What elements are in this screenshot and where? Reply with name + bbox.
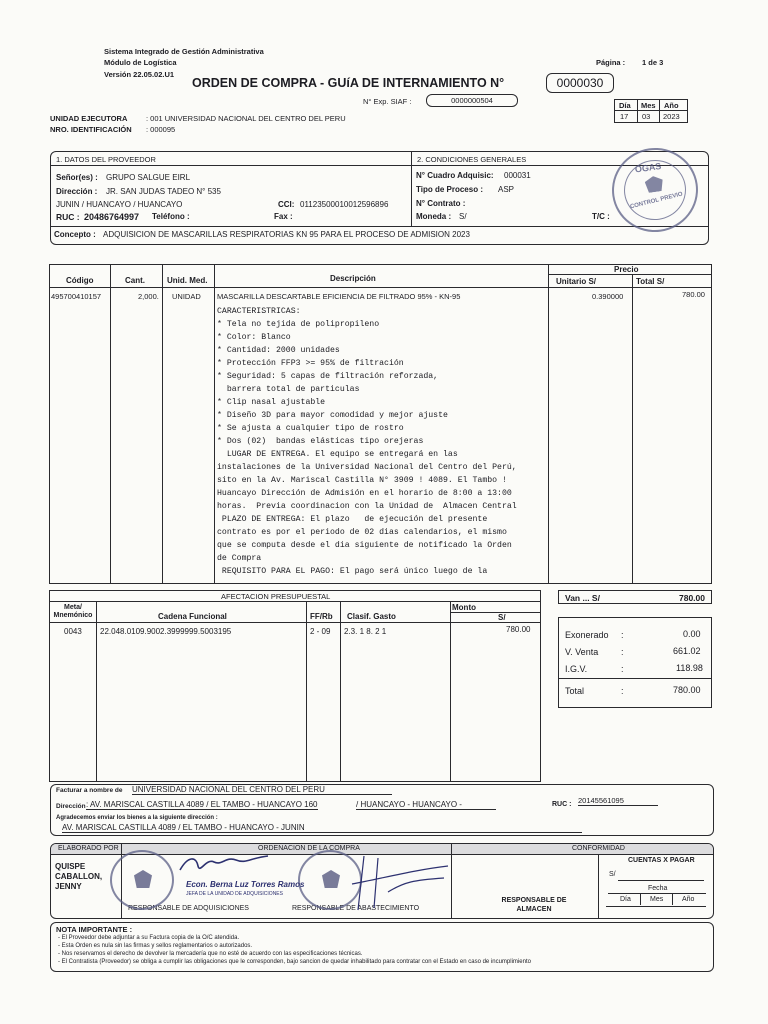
venta-colon: : bbox=[621, 647, 624, 657]
proveedor-section-title: 1. DATOS DEL PROVEEDOR bbox=[56, 155, 156, 164]
item-detail-line: REQUISITO PARA EL PAGO: El pago será único luego de la bbox=[217, 567, 488, 576]
col-unitario: Unitario S/ bbox=[556, 277, 597, 286]
envio-direccion: AV. MARISCAL CASTILLA 4089 / EL TAMBO - HUANCAYO - JUNIN bbox=[62, 823, 582, 833]
venta-value: 661.02 bbox=[673, 646, 701, 656]
item-detail-line: sito en la Av. Mariscal Castilla N° 3909 ! 4089. El Tambo ! bbox=[217, 476, 507, 485]
facturar-label: Facturar a nombre de bbox=[56, 787, 123, 794]
firma-nombre: Econ. Berna Luz Torres Ramos bbox=[186, 880, 305, 889]
cci-value: 01123500010012596896 bbox=[300, 200, 389, 209]
date-day: 17 bbox=[620, 112, 629, 121]
item-detail-line: contrato es por el periodo de 02 dias calendarios, el mismo bbox=[217, 528, 507, 537]
date-header-year: Año bbox=[664, 101, 679, 110]
nota-line-4: - El Contratista (Proveedor) se obliga a cumplir las obligaciones que le corresponden, bajo sancion de quedar inhabilitado para contratar con el Estado en caso de incumplimiento bbox=[58, 959, 531, 965]
module-name: Módulo de Logística bbox=[104, 58, 177, 67]
item-detail-text bbox=[217, 305, 547, 578]
item-detail-line: PLAZO DE ENTREGA: El plazo de ejecución del presente bbox=[217, 515, 488, 524]
item-detail-line: * Diseño 3D para mayor comodidad y mejor ajuste bbox=[217, 411, 448, 420]
item-detail-line: * Seguridad: 5 capas de filtración reforzada, bbox=[217, 372, 439, 381]
budget-title: AFECTACION PRESUPUESTAL bbox=[221, 592, 331, 601]
item-detail-line: * Se ajusta a cualquier tipo de rostro bbox=[217, 424, 404, 433]
responsable-almacen: RESPONSABLE DE ALMACEN bbox=[501, 897, 567, 913]
fecha-mes: Mes bbox=[650, 896, 664, 903]
senor-label: Señor(es) : bbox=[56, 173, 98, 182]
tipo-proceso-value: ASP bbox=[498, 185, 515, 194]
budget-ffrb: 2 - 09 bbox=[310, 627, 331, 636]
stamp-emblem-icon bbox=[134, 870, 152, 888]
concepto-value: ADQUISICION DE MASCARILLAS RESPIRATORIAS KN 95 PARA EL PROCESO DE ADMISION 2023 bbox=[103, 230, 470, 239]
item-detail-line: CARACTERISTRICAS: bbox=[217, 307, 301, 316]
page-value: 1 de 3 bbox=[642, 58, 664, 67]
date-year: 2023 bbox=[663, 112, 680, 121]
date-header-month: Mes bbox=[641, 101, 656, 110]
ordenacion-label: ORDENACION DE LA COMPRA bbox=[258, 845, 360, 852]
fecha-dia: Día bbox=[620, 896, 631, 903]
moneda-label: Moneda : bbox=[416, 212, 452, 221]
agradecemos-label: Agradecemos enviar los bienes a la siguiente dirección : bbox=[56, 815, 218, 821]
nro-id-label: NRO. IDENTIFICACIÓN bbox=[50, 125, 132, 134]
responsable-adquisiciones: RESPONSABLE DE ADQUISICIONES bbox=[128, 905, 249, 912]
budget-col-moneda: S/ bbox=[498, 613, 506, 622]
tc-label: T/C : bbox=[592, 212, 610, 221]
order-number: 0000030 bbox=[556, 76, 604, 90]
item-detail-line: instalaciones de la Universidad Nacional del Centro del Perú, bbox=[217, 463, 517, 472]
totals-box bbox=[558, 617, 712, 708]
firma-cargo: JEFA DE LA UNIDAD DE ADQUISICIONES bbox=[186, 891, 283, 897]
stamp-emblem-icon bbox=[322, 870, 340, 888]
igv-label: I.G.V. bbox=[565, 664, 588, 674]
moneda-value: S/ bbox=[459, 212, 467, 221]
university-stamp-left bbox=[110, 850, 174, 910]
venta-label: V. Venta bbox=[565, 647, 599, 657]
concepto-label: Concepto : bbox=[54, 230, 96, 239]
col-precio: Precio bbox=[614, 265, 639, 274]
item-unid: UNIDAD bbox=[172, 292, 201, 301]
item-detail-line: * Protección FFP3 >= 95% de filtración bbox=[217, 359, 404, 368]
item-unitario: 0.390000 bbox=[592, 292, 624, 301]
facturar-value: UNIVERSIDAD NACIONAL DEL CENTRO DEL PERU bbox=[132, 785, 392, 795]
unidad-label: UNIDAD EJECUTORA bbox=[50, 114, 128, 123]
tipo-proceso-label: Tipo de Proceso : bbox=[416, 185, 483, 194]
billing-direccion-label: Dirección bbox=[56, 803, 86, 810]
item-cant: 2,000. bbox=[138, 292, 159, 301]
col-unid: Unid. Med. bbox=[167, 276, 208, 285]
item-detail-line: de Compra bbox=[217, 554, 262, 563]
budget-col-ffrb: FF/Rb bbox=[310, 612, 333, 621]
exonerado-label: Exonerado bbox=[565, 630, 609, 640]
igv-value: 118.98 bbox=[676, 663, 703, 673]
total-colon: : bbox=[621, 686, 624, 696]
col-descripcion: Descripción bbox=[330, 274, 376, 283]
order-number-box bbox=[546, 73, 614, 93]
van-box bbox=[558, 590, 712, 604]
nota-line-3: - Nos reservamos el derecho de devolver la mercadería que no esté de acuerdo con las especificaciones técnicas. bbox=[58, 951, 363, 957]
col-cant: Cant. bbox=[125, 276, 145, 285]
total-value: 780.00 bbox=[673, 685, 701, 695]
van-value: 780.00 bbox=[679, 593, 705, 603]
igv-colon: : bbox=[621, 664, 624, 674]
item-detail-line: LUGAR DE ENTREGA. El equipo se entregará en las bbox=[217, 450, 458, 459]
exp-siaf-value: 0000000504 bbox=[451, 96, 493, 105]
page-label: Página : bbox=[596, 58, 626, 67]
cuadro-value: 000031 bbox=[504, 171, 531, 180]
date-header-day: Día bbox=[619, 101, 631, 110]
billing-ruc-label: RUC : bbox=[552, 801, 572, 808]
signature-abastecimiento bbox=[344, 852, 454, 912]
exp-siaf-label: N° Exp. SIAF : bbox=[363, 97, 412, 106]
budget-col-meta: Meta/ Mnemónico bbox=[53, 604, 93, 619]
exp-siaf-box bbox=[426, 94, 518, 107]
senor-value: GRUPO SALGUE EIRL bbox=[106, 173, 191, 182]
telefono-label: Teléfono : bbox=[152, 212, 190, 221]
date-box bbox=[614, 99, 688, 123]
direccion-value: JR. SAN JUDAS TADEO N° 535 bbox=[106, 187, 221, 196]
elaborado-label: ELABORADO POR bbox=[58, 845, 119, 852]
budget-col-clasif: Clasif. Gasto bbox=[347, 612, 396, 621]
budget-col-cadena: Cadena Funcional bbox=[158, 612, 227, 621]
cuadro-label: N° Cuadro Adquisic: bbox=[416, 171, 494, 180]
stamp-ogas-label: OGAS bbox=[634, 160, 662, 175]
item-detail-line: Huancayo Dirección de Admisión en el horario de 8:00 a 13:00 bbox=[217, 489, 512, 498]
budget-col-monto: Monto bbox=[452, 603, 476, 612]
billing-direccion-value: : AV. MARISCAL CASTILLA 4089 / EL TAMBO - HUANCAYO 160 bbox=[86, 800, 318, 809]
cuentas-currency: S/ bbox=[609, 871, 616, 878]
stamp-control-label: CONTROL PREVIO bbox=[629, 191, 684, 211]
item-total: 780.00 bbox=[682, 290, 705, 299]
conformidad-label: CONFORMIDAD bbox=[572, 845, 625, 852]
signature-adquisiciones bbox=[176, 852, 272, 878]
item-detail-line: * Clip nasal ajustable bbox=[217, 398, 326, 407]
responsable-abastecimiento: RESPONSABLE DE ABASTECIMIENTO bbox=[292, 905, 420, 912]
van-label: Van ... S/ bbox=[565, 593, 600, 603]
fecha-label: Fecha bbox=[648, 885, 668, 892]
fecha-anio: Año bbox=[682, 896, 695, 903]
budget-monto: 780.00 bbox=[506, 625, 531, 634]
direccion-label: Dirección : bbox=[56, 187, 98, 196]
cuentas-label: CUENTAS X PAGAR bbox=[628, 857, 695, 864]
item-detail-line: * Tela no tejida de polipropileno bbox=[217, 320, 380, 329]
system-name: Sistema Integrado de Gestión Administrativa bbox=[104, 47, 264, 56]
budget-table bbox=[49, 590, 541, 782]
item-detail-line: que se computa desde el dia siguiente de notificado la Orden bbox=[217, 541, 512, 550]
cci-label: CCI: bbox=[278, 200, 295, 209]
item-detail-line: barrera total de particulas bbox=[217, 385, 360, 394]
nota-line-1: - El Proveedor debe adjuntar a su Factura copia de la O/C atendida. bbox=[58, 935, 240, 941]
ruc-label: RUC : bbox=[56, 212, 80, 222]
version-label: Versión 22.05.02.U1 bbox=[104, 70, 175, 79]
billing-ruc-value: 20145561095 bbox=[578, 796, 658, 806]
budget-cadena: 22.048.0109.9002.3999999.5003195 bbox=[100, 627, 232, 636]
col-codigo: Código bbox=[66, 276, 94, 285]
col-total: Total S/ bbox=[636, 277, 665, 286]
condiciones-section-title: 2. CONDICIONES GENERALES bbox=[417, 155, 527, 164]
contrato-label: N° Contrato : bbox=[416, 199, 466, 208]
page-title: ORDEN DE COMPRA - GUíA DE INTERNAMIENTO N° bbox=[192, 76, 505, 90]
budget-meta: 0043 bbox=[64, 627, 82, 636]
total-label: Total bbox=[565, 686, 585, 696]
item-detail-line: * Color: Blanco bbox=[217, 333, 291, 342]
ruc-value: 20486764997 bbox=[84, 212, 140, 222]
fax-label: Fax : bbox=[274, 212, 293, 221]
budget-clasif: 2.3. 1 8. 2 1 bbox=[344, 627, 387, 636]
exonerado-value: 0.00 bbox=[683, 629, 701, 639]
item-detail-line: * Dos (02) bandas elásticas tipo orejeras bbox=[217, 437, 424, 446]
item-descripcion: MASCARILLA DESCARTABLE EFICIENCIA DE FILTRADO 95% - KN-95 bbox=[217, 292, 461, 301]
nota-line-2: - Esta Orden es nula sin las firmas y sellos reglamentarios o autorizados. bbox=[58, 943, 253, 949]
item-codigo: 495700410157 bbox=[51, 292, 102, 301]
nro-id-value: : 000095 bbox=[146, 125, 176, 134]
elaborado-nombre: QUISPE CABALLON, JENNY bbox=[55, 862, 103, 891]
item-detail-line: * Cantidad: 2000 unidades bbox=[217, 346, 340, 355]
date-month: 03 bbox=[642, 112, 651, 121]
billing-direccion-city: / HUANCAYO - HUANCAYO - bbox=[356, 800, 496, 810]
exonerado-colon: : bbox=[621, 630, 624, 640]
nota-title: NOTA IMPORTANTE : bbox=[56, 925, 133, 934]
ciudad-value: JUNIN / HUANCAYO / HUANCAYO bbox=[56, 200, 183, 209]
unidad-value: : 001 UNIVERSIDAD NACIONAL DEL CENTRO DEL PERU bbox=[146, 114, 346, 123]
item-detail-line: horas. Previa coordinacion con la Unidad de Almacen Central bbox=[217, 502, 517, 511]
